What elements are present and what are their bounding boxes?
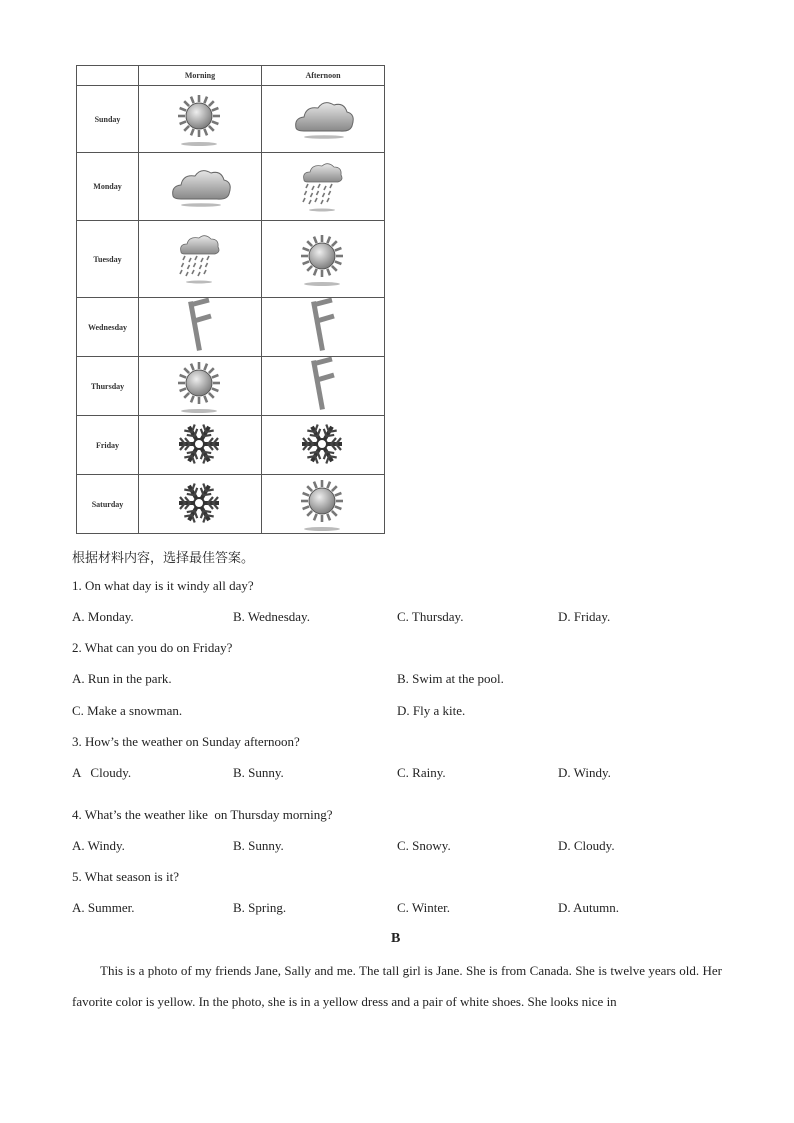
rain-cloud-icon: [169, 230, 231, 288]
passage-paragraph: This is a photo of my friends Jane, Sally and me. The tall girl is Jane. She is from Canada. She is twelve years old. Her favorite color is yellow. In the photo, she is in a yellow dress and a pair of white shoes. She looks nice in: [72, 963, 722, 1009]
question-stem: 2. What can you do on Friday?: [72, 640, 233, 655]
question-stem: 5. What season is it?: [72, 869, 179, 884]
instruction-text: 根据材料内容，选择最佳答案。: [72, 551, 255, 566]
header-afternoon: Afternoon: [262, 66, 385, 86]
weather-cell: [262, 475, 385, 534]
option-a[interactable]: A. Summer.: [72, 900, 135, 915]
option-a[interactable]: A. Windy.: [72, 838, 125, 853]
table-row: [77, 153, 385, 221]
weather-cell: [139, 153, 262, 221]
table-row: [77, 416, 385, 475]
wind-flag-icon: [292, 357, 354, 415]
sun-icon: [292, 230, 354, 288]
snowflake-icon: [292, 416, 354, 474]
day-label: Friday: [77, 416, 139, 475]
cloud-icon: [169, 158, 231, 216]
question-stem: 4. What’s the weather like on Thursday morning?: [72, 807, 333, 822]
table-row: [77, 298, 385, 357]
sun-icon: [292, 475, 354, 533]
table-row: [77, 357, 385, 416]
reading-passage: [72, 955, 722, 1017]
option-b[interactable]: B. Sunny.: [233, 838, 284, 853]
option-d[interactable]: D. Autumn.: [558, 900, 620, 915]
weather-table: [76, 65, 385, 534]
option-c[interactable]: C. Thursday.: [397, 609, 464, 624]
weather-cell: [262, 86, 385, 153]
option-c[interactable]: C. Rainy.: [397, 765, 446, 780]
snowflake-icon: [169, 475, 231, 533]
weather-cell: [262, 221, 385, 298]
option-d[interactable]: D. Friday.: [558, 609, 611, 624]
weather-table-header-row: [77, 66, 385, 86]
option-c[interactable]: C. Snowy.: [397, 838, 451, 853]
sun-icon: [169, 357, 231, 415]
option-a[interactable]: A Cloudy.: [72, 765, 132, 780]
option-b[interactable]: B. Wednesday.: [233, 609, 310, 624]
option-d[interactable]: D. Windy.: [558, 765, 611, 780]
cloud-icon: [292, 90, 354, 148]
option-a[interactable]: A. Run in the park.: [72, 671, 172, 686]
day-label: Thursday: [77, 357, 139, 416]
weather-cell: [139, 221, 262, 298]
table-row: [77, 86, 385, 153]
snowflake-icon: [169, 416, 231, 474]
day-label: Tuesday: [77, 221, 139, 298]
weather-cell: [139, 357, 262, 416]
question-stem: 3. How’s the weather on Sunday afternoon?: [72, 734, 300, 749]
day-label: Sunday: [77, 86, 139, 153]
sun-icon: [169, 90, 231, 148]
weather-cell: [139, 298, 262, 357]
weather-cell: [262, 153, 385, 221]
weather-cell: [139, 475, 262, 534]
option-c[interactable]: C. Winter.: [397, 900, 451, 915]
question-stem: 1. On what day is it windy all day?: [72, 578, 254, 593]
weather-cell: [262, 298, 385, 357]
option-b[interactable]: B. Swim at the pool.: [397, 671, 504, 686]
weather-cell: [139, 416, 262, 475]
rain-cloud-icon: [292, 158, 354, 216]
option-c[interactable]: C. Make a snowman.: [72, 703, 183, 718]
header-morning: Morning: [139, 66, 262, 86]
weather-cell: [262, 357, 385, 416]
wind-flag-icon: [292, 298, 354, 356]
corner-cell: [77, 66, 139, 86]
section-title: B: [391, 931, 401, 946]
table-row: [77, 475, 385, 534]
day-label: Monday: [77, 153, 139, 221]
option-d[interactable]: D. Cloudy.: [558, 838, 615, 853]
wind-flag-icon: [169, 298, 231, 356]
option-a[interactable]: A. Monday.: [72, 609, 134, 624]
option-b[interactable]: B. Spring.: [233, 900, 287, 915]
day-label: Saturday: [77, 475, 139, 534]
day-label: Wednesday: [77, 298, 139, 357]
option-b[interactable]: B. Sunny.: [233, 765, 284, 780]
option-d[interactable]: D. Fly a kite.: [397, 703, 466, 718]
weather-cell: [262, 416, 385, 475]
table-row: [77, 221, 385, 298]
weather-cell: [139, 86, 262, 153]
